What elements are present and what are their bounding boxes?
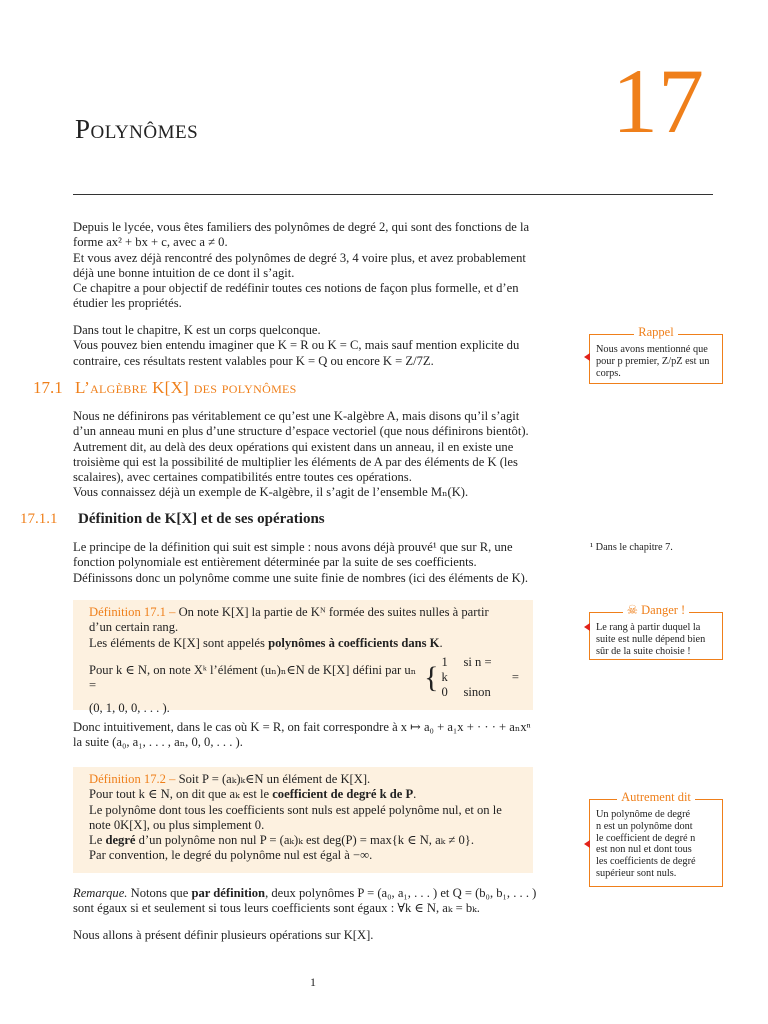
intro-line: contraire, ces résultats restent valables pour K = Q ou encore K = Z/7Z. xyxy=(73,353,434,368)
intro-line: Vous pouvez bien entendu imaginer que K = R ou K = C, mais sauf mention explicite du xyxy=(73,338,520,353)
sidenote-line: les coefficients de degré xyxy=(596,856,696,868)
body-line: Le principe de la définition qui suit est simple : nous avons déjà prouvé¹ que sur R, une xyxy=(73,540,513,554)
sidenote-title: Rappel xyxy=(590,327,722,340)
intro-line: déjà une bonne intuition de ce dont il s’agit. xyxy=(73,265,295,280)
body-line: Autrement dit, au delà des deux opérations qui existent dans un anneau, il en existe une xyxy=(73,439,514,454)
after-definition-1 xyxy=(73,720,549,751)
sidenote-pointer-icon xyxy=(584,623,590,631)
sidenote-title: Autrement dit xyxy=(590,792,722,805)
definition-text: d’un certain rang. xyxy=(89,620,179,635)
case-value: 1 xyxy=(441,654,448,669)
sidenote-autrement-dit xyxy=(589,790,723,887)
subsection-heading-17-1-1 xyxy=(20,511,325,528)
intro-field-block xyxy=(73,323,549,369)
definition-text: . xyxy=(439,635,443,650)
chapter-number: 17 xyxy=(612,50,704,152)
sidenote-pointer-icon xyxy=(584,353,590,361)
definition-text: On note K[X] la partie de Kᴺ formée des suites nulles à partir xyxy=(178,605,489,619)
intro-line: étudier les propriétés. xyxy=(73,296,182,311)
definition-text: Par convention, le degré du polynôme nul est égal à −∞. xyxy=(89,848,373,863)
closing-line: Nous allons à présent définir plusieurs opérations sur K[X]. xyxy=(73,928,374,942)
brace-glyph: { xyxy=(424,660,439,694)
definition-text: Les éléments de K[X] sont appelés xyxy=(89,635,269,650)
sidenote-line: suite est nulle dépend bien xyxy=(596,633,706,645)
remark-label: Remarque. xyxy=(73,886,128,900)
definition-text: (0, 1, 0, 0, . . . ). xyxy=(89,700,170,715)
piecewise-cases xyxy=(441,655,499,701)
sidenote-line: Un polynôme de degré xyxy=(596,809,691,820)
sidenote-line: Nous avons mentionné que xyxy=(596,344,708,355)
sidenote-line: est non nul et dont tous xyxy=(596,844,692,856)
sidenote-rappel xyxy=(589,325,723,384)
sidenote-line: sûr de la suite choisie ! xyxy=(596,645,691,657)
sidenote-line: n est un polynôme dont xyxy=(596,820,693,832)
definition-label: Définition 17.2 – xyxy=(89,772,176,786)
body-line: fonction polynomiale est entièrement déterminée par la suite de ses coefficients. xyxy=(73,555,477,570)
sidenote-pointer-icon xyxy=(584,840,590,848)
section-heading-17-1 xyxy=(33,378,297,398)
sidenote-line: le coefficient de degré n xyxy=(596,832,696,844)
body-line: Définissons donc un polynôme comme une suite finie de nombres (ici des éléments de K). xyxy=(73,570,529,585)
body-line: d’un anneau muni en plus d’une structure d’espace vectoriel (que nous définirons bientôt). xyxy=(73,424,529,439)
intro-line: Et vous avez déjà rencontré des polynômes de degré 3, 4 voire plus, et avez probablement xyxy=(73,250,526,265)
body-line: la suite (a₀, a₁, . . . , aₙ, 0, 0, . . . ). xyxy=(73,735,243,750)
section-title: L’algèbre K[X] des polynômes xyxy=(75,378,297,397)
definition-text: Le polynôme dont tous les coefficients sont nuls est appelé polynôme nul, et on le xyxy=(89,802,502,817)
intro-line: Depuis le lycée, vous êtes familiers des polynômes de degré 2, qui sont des fonctions de la xyxy=(73,220,530,234)
definition-text: Soit P = (aₖ)ₖ∈N un élément de K[X]. xyxy=(178,772,371,786)
remark-text: Notons que xyxy=(127,886,192,900)
definition-text: Pour tout k ∈ N, on dit que aₖ est le xyxy=(89,787,273,802)
definition-term: polynômes à coefficients dans K xyxy=(268,635,440,650)
case-condition: si n = k xyxy=(441,654,492,685)
definition-text: note 0K[X], ou plus simplement 0. xyxy=(89,817,265,832)
body-line: scalaires), avec certaines compatibilités entre toutes ces opérations. xyxy=(73,470,412,485)
definition-text: Le xyxy=(89,833,106,848)
intro-line: Ce chapitre a pour objectif de redéfinir toutes ces notions de façon plus formelle, et d’en xyxy=(73,281,519,296)
subsection-body xyxy=(73,540,549,586)
remark-text: , deux polynômes P = (a₀, a₁, . . . ) et Q = (b₀, b₁, . . . ) xyxy=(265,886,537,900)
remark-block xyxy=(73,886,549,917)
page-number: 1 xyxy=(310,975,316,989)
definition-text: Pour k ∈ N, on note Xᵏ l’élément (uₙ)ₙ∈N de K[X] défini par uₙ = xyxy=(89,662,417,692)
sidenote-line: Le rang à partir duquel la xyxy=(596,622,701,633)
sidenote-danger xyxy=(589,603,723,660)
sidenote-line: pour p premier, Z/pZ est un xyxy=(596,355,710,367)
intro-line: forme ax² + bx + c, avec a ≠ 0. xyxy=(73,235,228,250)
section-17-1-body xyxy=(73,409,549,501)
case-condition: sinon xyxy=(463,685,491,700)
definition-term: degré xyxy=(105,833,136,848)
remark-text: sont égaux si et seulement si tous leurs coefficients sont égaux : ∀k ∈ N, aₖ = bₖ. xyxy=(73,901,480,916)
footnote: ¹ Dans le chapitre 7. xyxy=(590,542,673,553)
body-line: troisième qui est la possibilité de multiplier les éléments de A par des éléments de K (les xyxy=(73,454,518,469)
definition-label: Définition 17.1 – xyxy=(89,605,176,619)
intro-line: Dans tout le chapitre, K est un corps quelconque. xyxy=(73,323,321,337)
definition-formula-row xyxy=(89,655,519,701)
body-line: Vous connaissez déjà un exemple de K-algèbre, il s’agit de l’ensemble Mₙ(K). xyxy=(73,485,469,500)
body-line: Nous ne définirons pas véritablement ce qu’est une K-algèbre A, mais disons qu’il s’agit xyxy=(73,409,520,423)
case-value: 0 xyxy=(441,685,448,700)
sidenote-line: supérieur sont nuls. xyxy=(596,867,677,879)
subsection-number: 17.1.1 xyxy=(20,511,58,527)
body-line: Donc intuitivement, dans le cas où K = R, on fait correspondre à x ↦ a₀ + a₁x + · · · + aₙxⁿ xyxy=(73,720,531,734)
header-rule xyxy=(73,194,713,195)
remark-term: par définition xyxy=(191,886,266,900)
definition-text: d’un polynôme non nul P = (aₖ)ₖ est deg(P) = max{k ∈ N, aₖ ≠ 0}. xyxy=(135,833,474,848)
definition-17-2-box xyxy=(73,767,533,873)
section-number: 17.1 xyxy=(33,378,63,397)
intro-block xyxy=(73,220,549,312)
subsection-title: Définition de K[X] et de ses opérations xyxy=(78,511,325,527)
definition-text: . xyxy=(413,787,417,802)
chapter-title: Polynômes xyxy=(75,114,199,144)
sidenote-title: ☠ Danger ! xyxy=(590,605,722,618)
sidenote-line: corps. xyxy=(596,367,621,379)
definition-text: = xyxy=(511,670,519,685)
definition-17-1-box xyxy=(73,600,533,715)
definition-term: coefficient de degré k de P xyxy=(272,787,414,802)
